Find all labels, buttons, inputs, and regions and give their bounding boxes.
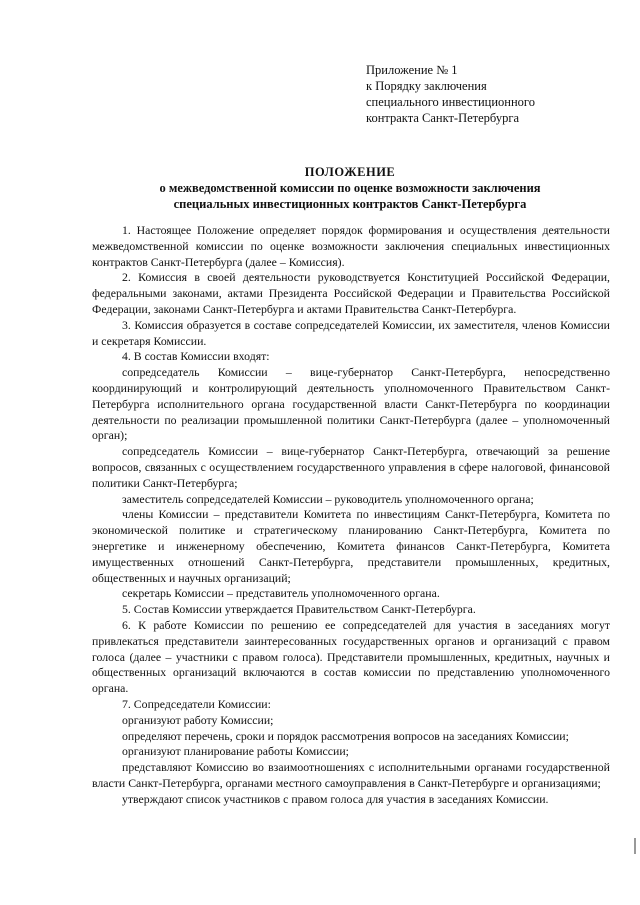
paragraph-1: 1. Настоящее Положение определяет порядок формирования и осуществления деятельности межведомственной комиссии по оценке возможности заключения специальных инвестиционных контрактов Санкт-Петербурга (далее – Комиссия). — [92, 223, 610, 269]
paragraph-5: сопредседатель Комиссии – вице-губернатор Санкт-Петербурга, непосредственно координирующий и контролирующий деятельность уполномоченного Правительством Санкт-Петербурга исполнительного органа государственной власти Санкт-Петербурга по координации деятельности по реализации промышленной политики Санкт-Петербурга (далее – уполномоченный орган); — [92, 365, 610, 443]
title-line-2: специальных инвестиционных контрактов Санкт-Петербурга — [173, 197, 527, 211]
appendix-line-2: к Порядку заключения — [366, 79, 487, 93]
document-body — [92, 223, 610, 807]
paragraph-11: 6. К работе Комиссии по решению ее сопредседателей для участия в заседаниях могут привлекаться представители заинтересованных государственных органов и организаций с правом голоса (далее – участники с правом голоса). Представители промышленных, кредитных, научных и общественных организаций включаются в состав комиссии по представлению уполномоченного органа. — [92, 617, 610, 696]
paragraph-4: 4. В состав Комиссии входят: — [122, 349, 270, 364]
paragraph-12: 7. Сопредседатели Комиссии: — [122, 696, 271, 711]
paragraph-9: секретарь Комиссии – представитель уполномоченного органа. — [122, 586, 440, 601]
paragraph-16: представляют Комиссию во взаимоотношениях с исполнительными органами государственной власти Санкт-Петербурга, органами местного самоуправления в Санкт-Петербурге и организациями; — [92, 760, 610, 790]
scan-edge-mark — [634, 838, 636, 854]
paragraph-14: определяют перечень, сроки и порядок рассмотрения вопросов на заседаниях Комиссии; — [122, 728, 569, 743]
document-title — [90, 164, 610, 212]
appendix-line-1: Приложение № 1 — [366, 63, 458, 77]
appendix-line-3: специального инвестиционного — [366, 95, 535, 109]
title-heading: ПОЛОЖЕНИЕ — [304, 165, 396, 179]
paragraph-10: 5. Состав Комиссии утверждается Правительством Санкт-Петербурга. — [122, 602, 476, 617]
title-line-1: о межведомственной комиссии по оценке возможности заключения — [159, 181, 541, 195]
paragraph-15: организуют планирование работы Комиссии; — [122, 744, 349, 759]
paragraph-8: члены Комиссии – представители Комитета по инвестициям Санкт-Петербурга, Комитета по экономической политике и стратегическому планированию Санкт-Петербурга, Комитета по энергетике и инженерному обеспечению, Комитета финансов Санкт-Петербурга, Комитета имущественных отношений Санкт-Петербурга, представители промышленных, кредитных, общественных и научных организаций; — [92, 507, 610, 585]
paragraph-2: 2. Комиссия в своей деятельности руководствуется Конституцией Российской Федерации, федеральными законами, актами Президента Российской Федерации и Правительства Российской Федерации, законами Санкт-Петербурга и актами Правительства Санкт-Петербурга. — [92, 270, 610, 316]
paragraph-7: заместитель сопредседателей Комиссии – руководитель уполномоченного органа; — [122, 491, 534, 506]
paragraph-6: сопредседатель Комиссии – вице-губернатор Санкт-Петербурга, отвечающий за решение вопросов, связанных с осуществлением государственного управления в сфере налоговой, финансовой политики Санкт-Петербурга; — [92, 444, 610, 490]
appendix-block — [366, 62, 616, 126]
paragraph-13: организуют работу Комиссии; — [122, 712, 274, 727]
paragraph-3: 3. Комиссия образуется в составе сопредседателей Комиссии, их заместителя, членов Комиссии и секретаря Комиссии. — [92, 317, 610, 348]
paragraph-17: утверждают список участников с правом голоса для участия в заседаниях Комиссии. — [122, 791, 549, 806]
appendix-line-4: контракта Санкт-Петербурга — [366, 111, 519, 125]
